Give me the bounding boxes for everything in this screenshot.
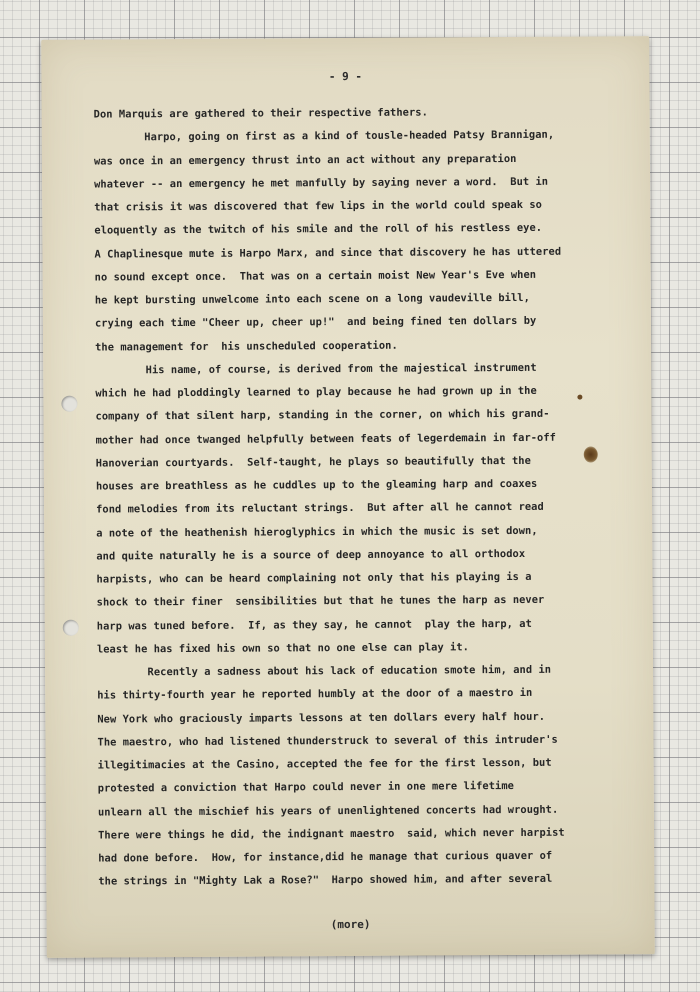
text-line: had done before. How, for instance,did he manage that curious quaver of <box>98 849 553 865</box>
text-line: His name, of course, is derived from the majestical instrument <box>95 361 537 377</box>
text-line: The maestro, who had listened thunderstruck to several of this intruder's <box>97 733 558 749</box>
typewritten-page <box>41 36 655 958</box>
text-line: eloquently as the twitch of his smile and the roll of his restless eye. <box>94 222 543 237</box>
text-line: that crisis it was discovered that few lips in the world could speak so <box>94 198 542 214</box>
text-line: crying each time "Cheer up, cheer up!" and being fined ten dollars by <box>94 315 537 330</box>
text-line: his thirty-fourth year he reported humbly at the door of a maestro in <box>97 687 533 702</box>
text-line: was once in an emergency thrust into an act without any preparation <box>93 152 517 168</box>
page-number: - 9 - <box>328 69 363 84</box>
text-line: A Chaplinesque mute is Harpo Marx, and since that discovery he has uttered <box>94 245 562 261</box>
punch-hole-lower <box>63 620 79 636</box>
text-line: Hanoverian courtyards. Self-taught, he plays so beautifully that the <box>95 454 531 470</box>
text-line: whatever -- an emergency he met manfully by saying never a word. But in <box>94 175 549 191</box>
text-line: fond melodies from its reluctant strings. But after all he cannot read <box>96 501 544 516</box>
text-line: least he has fixed his own so that no one else can play it. <box>96 641 470 656</box>
text-line: harpists, who can be heard complaining not only that his playing is a <box>96 570 532 586</box>
text-line: which he had ploddingly learned to play because he had grown up in the <box>95 384 537 400</box>
text-line: no sound except once. That was on a certain moist New Year's Eve when <box>94 268 537 284</box>
text-line: Recently a sadness about his lack of education smote him, and in <box>97 663 552 679</box>
text-line: he kept bursting unwelcome into each scene on a long vaudeville bill, <box>94 291 530 307</box>
text-line: unlearn all the mischief his years of unenlightened concerts had wrought. <box>97 803 559 819</box>
text-line: New York who graciously imparts lessons at ten dollars every half hour. <box>97 710 546 726</box>
text-line: Don Marquis are gathered to their respective fathers. <box>93 106 428 121</box>
text-line: illegitimacies at the Casino, accepted the fee for the first lesson, but <box>97 756 552 772</box>
text-line: harp was tuned before. If, as they say, he cannot play the harp, at <box>96 617 532 633</box>
text-line: Harpo, going on first as a kind of tousle-headed Patsy Brannigan, <box>93 128 555 144</box>
continued-marker: (more) <box>330 917 371 932</box>
punch-hole-upper <box>61 396 77 412</box>
text-line: company of that silent harp, standing in the corner, on which his grand- <box>95 408 550 423</box>
text-line: shock to their finer sensibilities but that he tunes the harp as never <box>96 594 545 609</box>
text-line: houses are breathless as he cuddles up to the gleaming harp and coaxes <box>95 477 538 493</box>
text-line: and quite naturally he is a source of deep annoyance to all orthodox <box>96 547 526 563</box>
text-line: a note of the heathenish hieroglyphics in which the music is set down, <box>96 524 538 540</box>
text-line: the strings in "Mighty Lak a Rose?" Harpo showed him, and after several <box>98 873 553 888</box>
text-line: There were things he did, the indignant maestro said, which never harpist <box>98 826 565 842</box>
text-line: mother had once twanged helpfully between feats of legerdemain in far-off <box>95 431 557 447</box>
text-line: protested a conviction that Harpo could never in one mere lifetime <box>97 780 514 795</box>
text-line: the management for his unscheduled cooperation. <box>95 339 398 354</box>
body-text <box>94 100 639 894</box>
